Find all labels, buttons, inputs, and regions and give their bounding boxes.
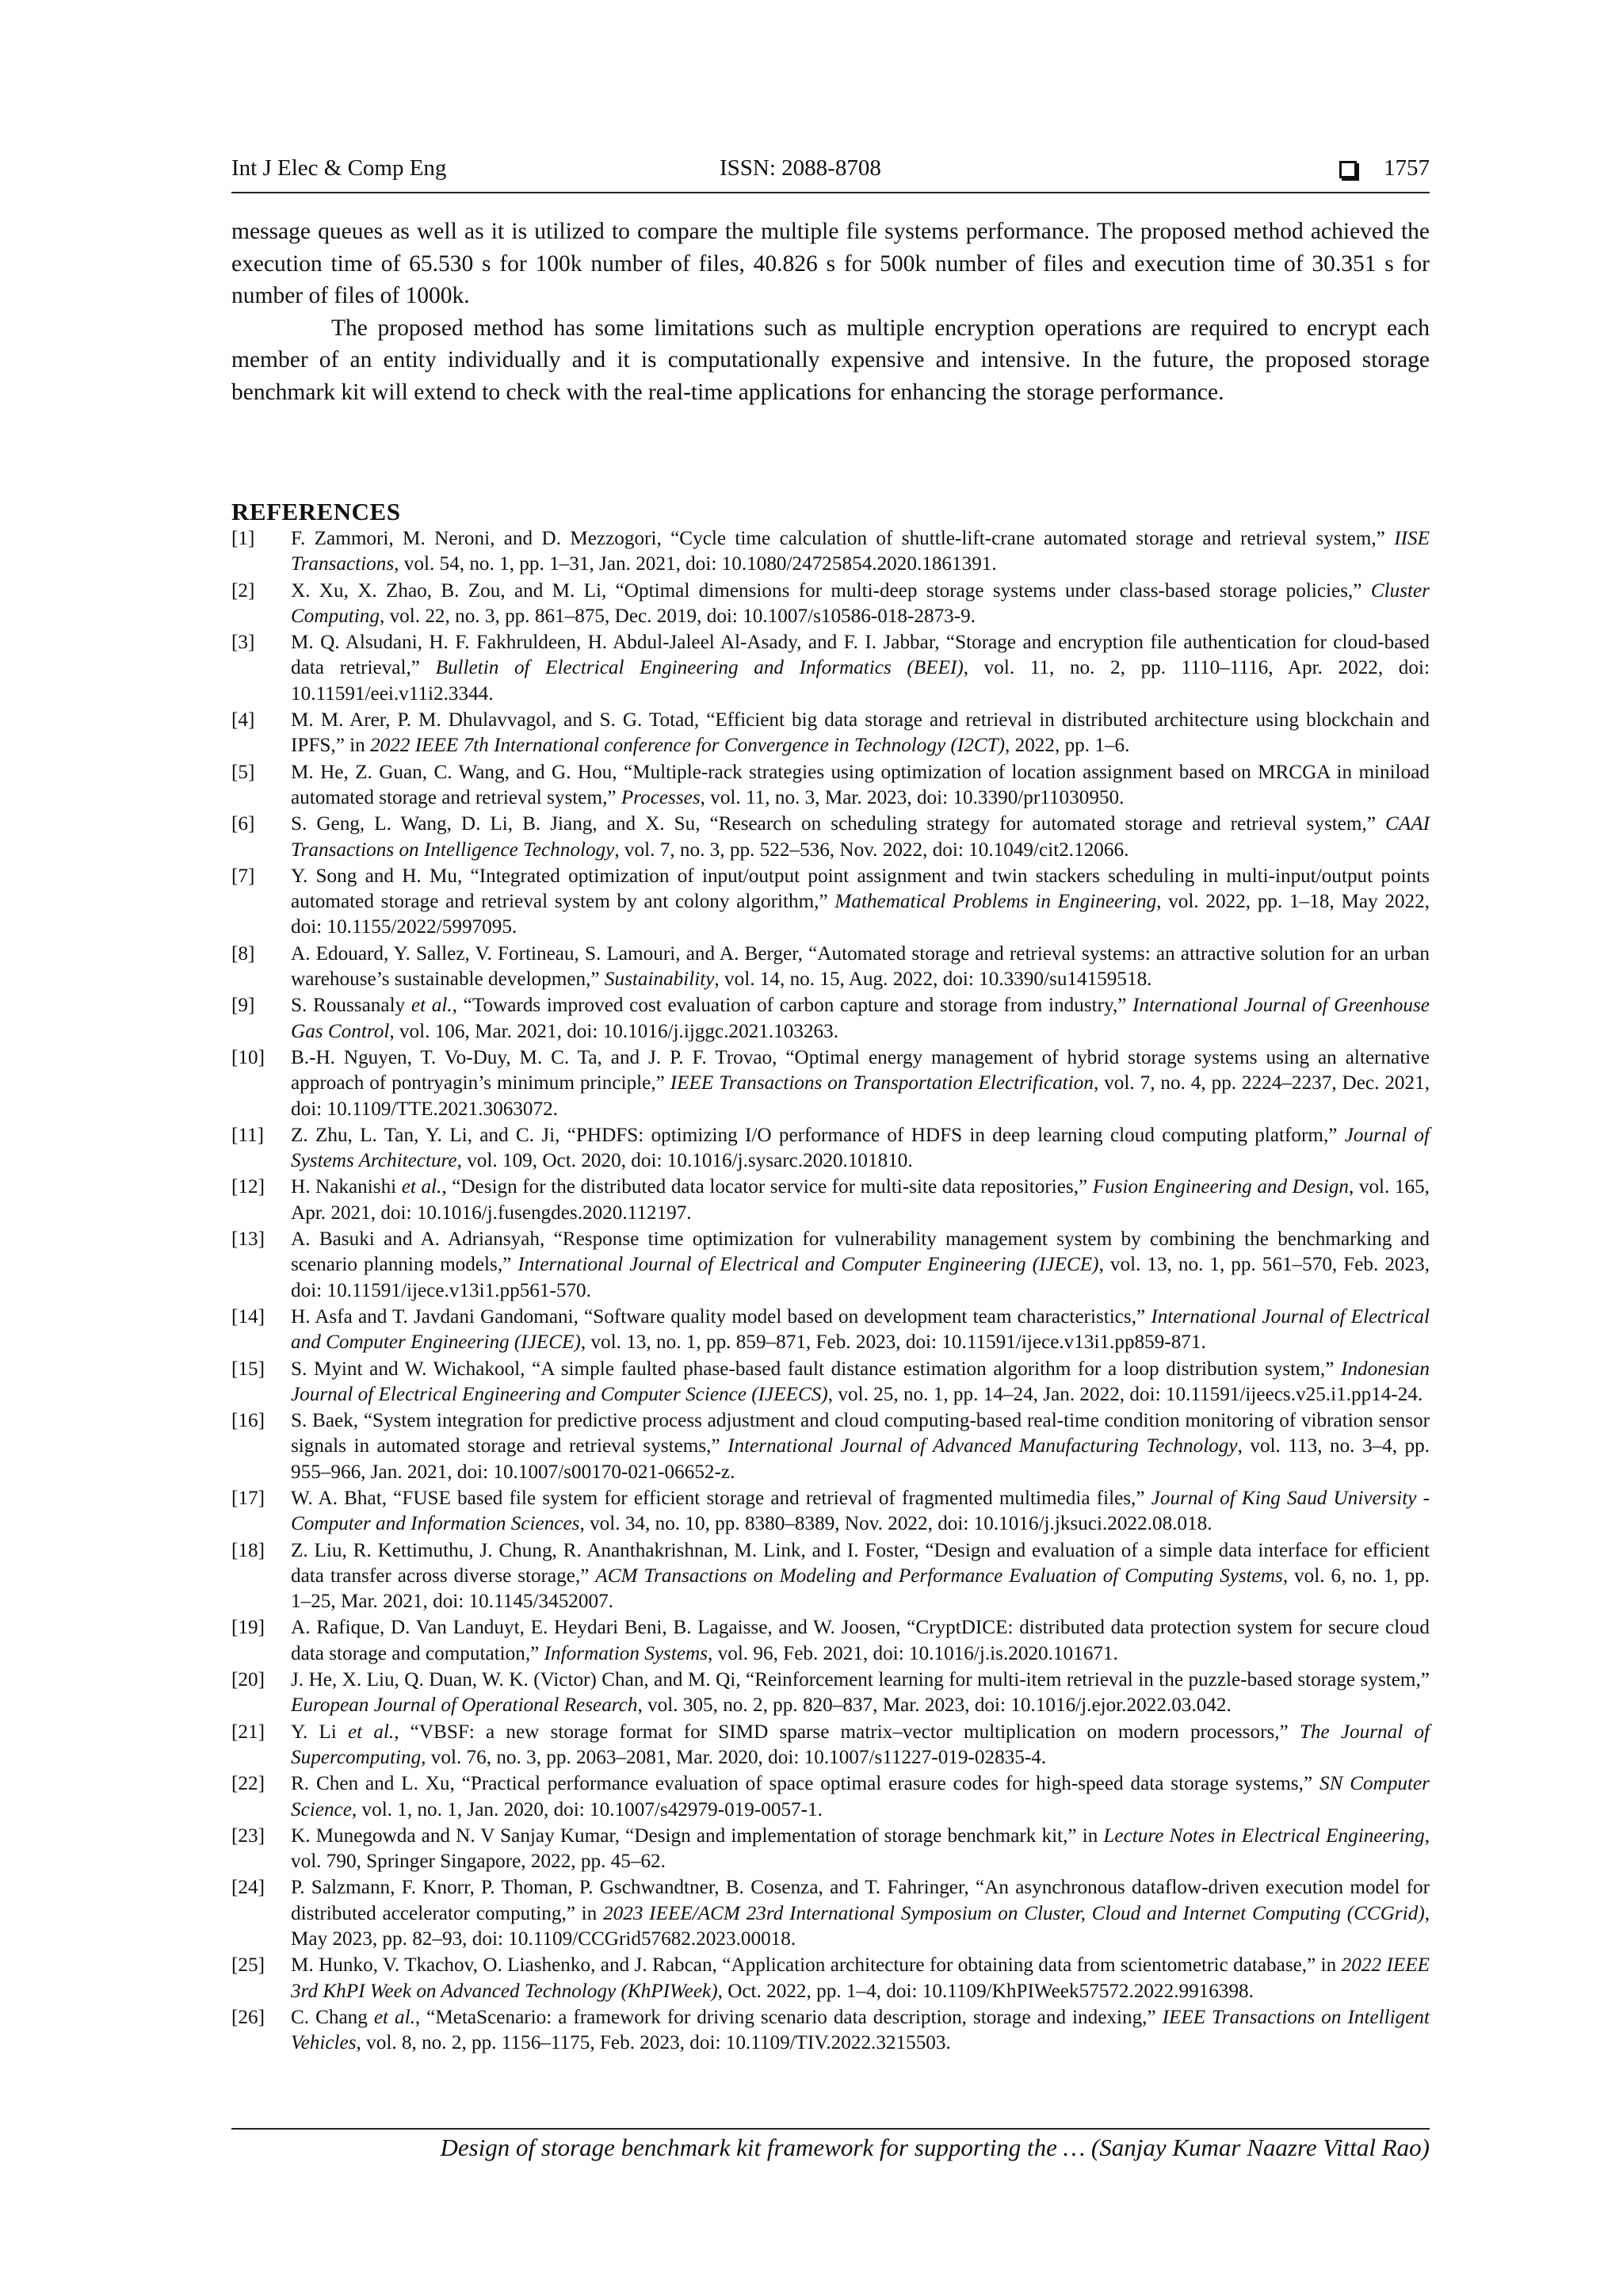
reference-number: [1] [231, 528, 255, 549]
reference-segment: , vol. 34, no. 10, pp. 8380–8389, Nov. 2022, doi: 10.1016/j.jksuci.2022.08.018. [579, 1513, 1212, 1535]
reference-segment: , vol. 109, Oct. 2020, doi: 10.1016/j.sysarc.2020.101810. [456, 1150, 913, 1172]
reference-text [291, 1615, 1430, 1667]
reference-item [231, 708, 1430, 759]
reference-italic: SN Computer Science [291, 1773, 1430, 1820]
reference-segment: , vol. 165, Apr. 2021, doi: 10.1016/j.fusengdes.2020.112197. [291, 1176, 1430, 1224]
reference-text [291, 1538, 1430, 1615]
reference-segment: , vol. 8, no. 2, pp. 1156–1175, Feb. 2023, doi: 10.1109/TIV.2022.3215503. [356, 2032, 951, 2054]
reference-italic: 2022 IEEE 3rd KhPI Week on Advanced Technology (KhPIWeek) [291, 1954, 1430, 2002]
reference-item [231, 1615, 1430, 1667]
reference-segment: A. Rafique, D. Van Landuyt, E. Heydari Beni, B. Lagaisse, and W. Joosen, “CryptDICE: distributed data protection system for secure cloud data storage and computation,” [291, 1617, 1430, 1664]
reference-text [291, 760, 1430, 812]
reference-segment: , Oct. 2022, pp. 1–4, doi: 10.1109/KhPIWeek57572.2022.9916398. [717, 1980, 1254, 2002]
reference-number: [21] [231, 1721, 265, 1743]
reference-segment: X. Xu, X. Zhao, B. Zou, and M. Li, “Optimal dimensions for multi-deep storage systems under class-based storage policies,” [291, 579, 1371, 602]
reference-number: [24] [231, 1877, 265, 1899]
reference-number: [8] [231, 942, 255, 965]
reference-number: [17] [231, 1487, 265, 1509]
reference-italic: Information Systems [544, 1642, 708, 1664]
reference-text [291, 1668, 1430, 1719]
reference-item [231, 1123, 1430, 1175]
reference-text [291, 526, 1430, 578]
reference-segment: , vol. 6, no. 1, pp. 1–25, Mar. 2021, doi: 10.1145/3452007. [291, 1564, 1430, 1613]
reference-italic: International Journal of Greenhouse Gas Control [291, 995, 1430, 1042]
reference-italic: The Journal of Supercomputing [291, 1721, 1430, 1768]
reference-italic: Fusion Engineering and Design [1092, 1176, 1350, 1198]
reference-segment: , “Design for the distributed data locator service for multi-site data repositories,” [441, 1176, 1093, 1198]
reference-segment: , vol. 11, no. 2, pp. 1110–1116, Apr. 2022, doi: 10.11591/eei.v11i2.3344. [291, 657, 1430, 705]
reference-segment: , vol. 790, Springer Singapore, 2022, pp. 45–62. [291, 1824, 1430, 1873]
reference-italic: et al. [373, 2006, 415, 2028]
reference-item [231, 630, 1430, 707]
reference-segment: , vol. 13, no. 1, pp. 859–871, Feb. 2023, doi: 10.11591/ijece.v13i1.pp859-871. [580, 1331, 1206, 1354]
reference-text [291, 1486, 1430, 1538]
reference-italic: Lecture Notes in Electrical Engineering [1103, 1824, 1425, 1847]
reference-number: [20] [231, 1669, 265, 1691]
issn: ISSN: 2088-8708 [720, 155, 881, 181]
reference-italic: 2022 IEEE 7th International conference for Convergence in Technology (I2CT) [370, 735, 1006, 757]
reference-item [231, 864, 1430, 941]
reference-item [231, 812, 1430, 863]
reference-item [231, 1771, 1430, 1823]
reference-text [291, 1720, 1430, 1771]
reference-segment: C. Chang [291, 2006, 374, 2028]
reference-italic: Bulletin of Electrical Engineering and Informatics (BEEI) [435, 657, 964, 679]
reference-item [231, 1953, 1430, 2004]
body-text [231, 216, 1430, 408]
reference-text [291, 1953, 1430, 2004]
reference-segment: M. Q. Alsudani, H. F. Fakhruldeen, H. Abdul-Jaleel Al-Asady, and F. I. Jabbar, “Storage and encryption file authentication for cloud-based data retrieval,” [291, 632, 1430, 679]
reference-segment: H. Asfa and T. Javdani Gandomani, “Software quality model based on development team characteristics,” [291, 1305, 1151, 1328]
reference-number: [5] [231, 761, 255, 783]
reference-item [231, 1875, 1430, 1952]
reference-italic: IEEE Transactions on Transportation Electrification [670, 1072, 1094, 1095]
reference-segment: , “MetaScenario: a framework for driving scenario data description, storage and indexing,” [414, 2006, 1163, 2028]
reference-number: [6] [231, 813, 255, 835]
journal-name: Int J Elec & Comp Eng [231, 155, 447, 181]
reference-number: [3] [231, 632, 255, 654]
reference-item [231, 1045, 1430, 1122]
reference-italic: European Journal of Operational Research [291, 1694, 638, 1717]
reference-italic: 2023 IEEE/ACM 23rd International Symposium on Cluster, Cloud and Internet Computing (CCGrid) [603, 1902, 1425, 1924]
reference-number: [4] [231, 709, 255, 732]
reference-item [231, 993, 1430, 1045]
paragraph-1: message queues as well as it is utilized to compare the multiple file systems performance. The proposed method achieved the execution time of 65.530 s for 100k number of files, 40.826 s for 500k number of files and execution time of 30.351 s for number of files of 1000k. [231, 219, 1430, 308]
reference-number: [23] [231, 1824, 265, 1847]
reference-text [291, 708, 1430, 759]
reference-text [291, 942, 1430, 993]
reference-text [291, 1824, 1430, 1875]
reference-item [231, 1408, 1430, 1485]
header-right [1339, 155, 1430, 181]
reference-text [291, 1045, 1430, 1122]
reference-italic: IEEE Transactions on Intelligent Vehicles [291, 2006, 1430, 2054]
reference-number: [26] [231, 2006, 265, 2028]
reference-segment: , vol. 96, Feb. 2021, doi: 10.1016/j.is.2020.101671. [708, 1642, 1118, 1664]
reference-number: [7] [231, 865, 255, 887]
square-icon [1339, 161, 1357, 178]
reference-item [231, 942, 1430, 993]
header-rule [231, 192, 1430, 193]
running-header [231, 155, 1430, 190]
reference-text [291, 1175, 1430, 1226]
reference-item [231, 1486, 1430, 1538]
reference-number: [2] [231, 579, 255, 602]
reference-italic: et al. [401, 1176, 442, 1198]
reference-segment: , vol. 1, no. 1, Jan. 2020, doi: 10.1007/s42979-019-0057-1. [351, 1798, 823, 1820]
reference-number: [16] [231, 1410, 265, 1432]
reference-text [291, 1227, 1430, 1304]
reference-text [291, 1875, 1430, 1952]
reference-italic: International Journal of Electrical and Computer Engineering (IJECE) [517, 1254, 1099, 1276]
reference-segment: , “Towards improved cost evaluation of carbon capture and storage from industry,” [452, 995, 1133, 1017]
reference-segment: , “VBSF: a new storage format for SIMD sparse matrix–vector multiplication on modern processors,” [394, 1721, 1300, 1743]
reference-item [231, 1824, 1430, 1875]
page-number: 1757 [1384, 155, 1430, 181]
reference-italic: Indonesian Journal of Electrical Engineering and Computer Science (IJEECS) [291, 1358, 1430, 1405]
reference-text [291, 1305, 1430, 1356]
reference-segment: S. Myint and W. Wichakool, “A simple faulted phase-based fault distance estimation algorithm for a loop distribution system,” [291, 1358, 1342, 1380]
reference-text [291, 864, 1430, 941]
reference-segment: , vol. 11, no. 3, Mar. 2023, doi: 10.3390/pr11030950. [700, 786, 1125, 808]
reference-segment: S. Baek, “System integration for predictive process adjustment and cloud computing-based real-time condition monitoring of vibration sensor signals in automated storage and retrieval systems,” [291, 1410, 1430, 1457]
reference-segment: , vol. 22, no. 3, pp. 861–875, Dec. 2019, doi: 10.1007/s10586-018-2873-9. [379, 605, 976, 627]
reference-segment: Y. Song and H. Mu, “Integrated optimization of input/output point assignment and twin stackers scheduling in multi-input/output points automated storage and retrieval system by ant colony algorithm,” [291, 865, 1430, 913]
reference-number: [14] [231, 1305, 265, 1328]
reference-segment: Z. Zhu, L. Tan, Y. Li, and C. Ji, “PHDFS: optimizing I/O performance of HDFS in deep learning cloud computing platform,” [291, 1124, 1345, 1146]
running-footer: Design of storage benchmark kit framework for supporting the … (Sanjay Kumar Naazre Vittal Rao) [440, 2134, 1430, 2161]
reference-text [291, 1771, 1430, 1823]
reference-segment: S. Geng, L. Wang, D. Li, B. Jiang, and X. Su, “Research on scheduling strategy for automated storage and retrieval system,” [291, 813, 1386, 835]
reference-segment: Z. Liu, R. Kettimuthu, J. Chung, R. Ananthakrishnan, M. Link, and I. Foster, “Design and evaluation of a simple data interface for efficient data transfer across diverse storage,” [291, 1539, 1430, 1587]
reference-item [231, 579, 1430, 630]
reference-italic: IISE Transactions [291, 528, 1430, 575]
reference-segment: , vol. 25, no. 1, pp. 14–24, Jan. 2022, doi: 10.11591/ijeecs.v25.i1.pp14-24. [827, 1383, 1423, 1405]
reference-item [231, 2005, 1430, 2057]
reference-italic: et al. [411, 995, 453, 1017]
reference-number: [12] [231, 1176, 265, 1198]
reference-text [291, 2005, 1430, 2057]
reference-segment: , vol. 7, no. 3, pp. 522–536, Nov. 2022, doi: 10.1049/cit2.12066. [614, 839, 1129, 861]
reference-item [231, 1357, 1430, 1408]
reference-number: [19] [231, 1617, 265, 1639]
reference-segment: , vol. 113, no. 3–4, pp. 955–966, Jan. 2021, doi: 10.1007/s00170-021-06652-z. [291, 1435, 1430, 1483]
reference-segment: , May 2023, pp. 82–93, doi: 10.1109/CCGrid57682.2023.00018. [291, 1902, 1430, 1950]
reference-segment: B.-H. Nguyen, T. Vo-Duy, M. C. Ta, and J. P. F. Trovao, “Optimal energy management of hybrid storage systems using an alternative approach of pontryagin’s minimum principle,” [291, 1046, 1430, 1095]
reference-item [231, 1668, 1430, 1719]
reference-segment: P. Salzmann, F. Knorr, P. Thoman, P. Gschwandtner, B. Cosenza, and T. Fahringer, “An asynchronous dataflow-driven execution model for distributed accelerator computing,” in [291, 1877, 1430, 1924]
reference-italic: et al. [347, 1721, 395, 1743]
reference-segment: , vol. 7, no. 4, pp. 2224–2237, Dec. 2021, doi: 10.1109/TTE.2021.3063072. [291, 1072, 1430, 1120]
reference-text [291, 1357, 1430, 1408]
reference-segment: H. Nakanishi [291, 1176, 402, 1198]
footer-rule [231, 2128, 1430, 2130]
reference-segment: A. Edouard, Y. Sallez, V. Fortineau, S. Lamouri, and A. Berger, “Automated storage and retrieval systems: an attractive solution for an urban warehouse’s sustainable developmen,” [291, 942, 1430, 991]
reference-segment: K. Munegowda and N. V Sanjay Kumar, “Design and implementation of storage benchmark kit,” in [291, 1824, 1104, 1847]
reference-item [231, 1538, 1430, 1615]
reference-segment: J. He, X. Liu, Q. Duan, W. K. (Victor) Chan, and M. Qi, “Reinforcement learning for multi-item retrieval in the puzzle-based storage system,” [291, 1669, 1430, 1691]
reference-number: [22] [231, 1773, 265, 1795]
reference-text [291, 1123, 1430, 1175]
reference-segment: , vol. 76, no. 3, pp. 2063–2081, Mar. 2020, doi: 10.1007/s11227-019-02835-4. [421, 1746, 1047, 1768]
reference-text [291, 812, 1430, 863]
reference-segment: A. Basuki and A. Adriansyah, “Response time optimization for vulnerability management system by combining the benchmarking and scenario planning models,” [291, 1228, 1430, 1276]
reference-italic: International Journal of Electrical and Computer Engineering (IJECE) [291, 1305, 1430, 1354]
reference-italic: CAAI Transactions on Intelligence Technology [291, 813, 1430, 861]
reference-text [291, 1408, 1430, 1485]
reference-segment: , vol. 13, no. 1, pp. 561–570, Feb. 2023, doi: 10.11591/ijece.v13i1.pp561-570. [291, 1254, 1430, 1301]
reference-number: [25] [231, 1954, 265, 1977]
reference-item [231, 1227, 1430, 1304]
reference-italic: Sustainability [604, 968, 715, 991]
reference-item [231, 1305, 1430, 1356]
reference-segment: Y. Li [291, 1721, 348, 1743]
reference-text [291, 579, 1430, 630]
reference-number: [11] [231, 1124, 265, 1146]
reference-italic: Journal of Systems Architecture [291, 1124, 1430, 1172]
reference-segment: W. A. Bhat, “FUSE based file system for efficient storage and retrieval of fragmented multimedia files,” [291, 1487, 1151, 1509]
reference-italic: International Journal of Advanced Manufacturing Technology [727, 1435, 1238, 1457]
reference-italic: Mathematical Problems in Engineering [834, 891, 1157, 913]
reference-item [231, 1175, 1430, 1226]
reference-segment: R. Chen and L. Xu, “Practical performance evaluation of space optimal erasure codes for high-speed data storage systems,” [291, 1773, 1319, 1795]
reference-list [231, 526, 1430, 2057]
reference-segment: F. Zammori, M. Neroni, and D. Mezzogori, “Cycle time calculation of shuttle-lift-crane automated storage and retrieval system,” [291, 528, 1395, 549]
reference-item [231, 1720, 1430, 1771]
reference-number: [18] [231, 1539, 265, 1561]
reference-italic: ACM Transactions on Modeling and Performance Evaluation of Computing Systems [595, 1564, 1283, 1587]
reference-segment: M. Hunko, V. Tkachov, O. Liashenko, and J. Rabcan, “Application architecture for obtaining data from scientometric database,” in [291, 1954, 1342, 1977]
reference-number: [13] [231, 1228, 265, 1251]
reference-segment: M. He, Z. Guan, C. Wang, and G. Hou, “Multiple-rack strategies using optimization of location assignment based on MRCGA in miniload automated storage and retrieval system,” [291, 761, 1430, 808]
reference-item [231, 760, 1430, 812]
reference-segment: , vol. 14, no. 15, Aug. 2022, doi: 10.3390/su14159518. [714, 968, 1152, 991]
references-heading: REFERENCES [231, 498, 401, 525]
reference-italic: Processes [621, 786, 701, 808]
reference-text [291, 630, 1430, 707]
reference-text [291, 993, 1430, 1045]
reference-segment: , vol. 106, Mar. 2021, doi: 10.1016/j.ijggc.2021.103263. [389, 1020, 839, 1042]
reference-segment: , vol. 305, no. 2, pp. 820–837, Mar. 2023, doi: 10.1016/j.ejor.2022.03.042. [637, 1694, 1232, 1717]
reference-number: [9] [231, 995, 255, 1017]
reference-italic: Cluster Computing [291, 579, 1430, 627]
reference-segment: , vol. 2022, pp. 1–18, May 2022, doi: 10.1155/2022/5997095. [291, 891, 1430, 938]
reference-number: [15] [231, 1358, 265, 1380]
reference-italic: Journal of King Saud University - Computer and Information Sciences [291, 1487, 1430, 1535]
reference-segment: S. Roussanaly [291, 995, 411, 1017]
paragraph-2: The proposed method has some limitations such as multiple encryption operations are required to encrypt each member of an entity individually and it is computationally expensive and intensive. In the future, the proposed storage benchmark kit will extend to check with the real-time applications for enhancing the storage performance. [231, 315, 1430, 405]
reference-segment: , vol. 54, no. 1, pp. 1–31, Jan. 2021, doi: 10.1080/24725854.2020.1861391. [394, 553, 997, 575]
reference-segment: M. M. Arer, P. M. Dhulavvagol, and S. G. Totad, “Efficient big data storage and retrieval in distributed architecture using blockchain and IPFS,” in [291, 709, 1430, 757]
reference-segment: , 2022, pp. 1–6. [1005, 735, 1130, 757]
reference-item [231, 526, 1430, 578]
reference-number: [10] [231, 1046, 265, 1068]
